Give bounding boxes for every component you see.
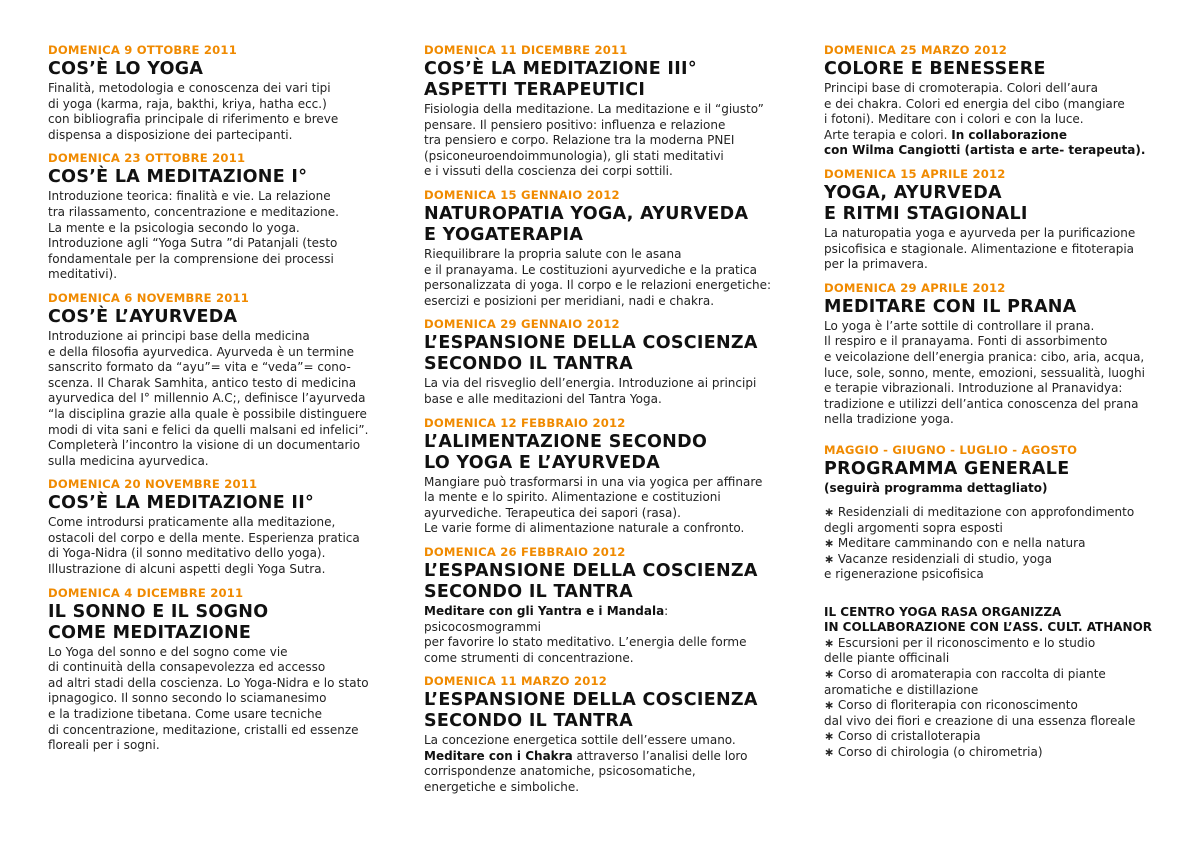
event-date: DOMENICA 4 DICEMBRE 2011 bbox=[48, 585, 244, 600]
list-item bbox=[824, 636, 1164, 667]
event-date: DOMENICA 26 FEBBRAIO 2012 bbox=[424, 544, 626, 559]
collaboration-section bbox=[824, 605, 1164, 761]
list-item-text: Corso di aromaterapia con raccolta di piante aromatiche e distillazione bbox=[824, 667, 1106, 697]
collaboration-bullet-list bbox=[824, 636, 1164, 761]
event-date: DOMENICA 12 FEBBRAIO 2012 bbox=[424, 415, 626, 430]
event-body-text: Principi base di cromoterapia. Colori dell’aura e dei chakra. Colori ed energia del cibo (mangiare i fotoni). Meditare con i colori e con la luce. Arte terapia e colori. bbox=[824, 81, 1125, 142]
event-6-novembre bbox=[48, 292, 400, 469]
event-title: YOGA, AYURVEDA E RITMI STAGIONALI bbox=[824, 182, 1028, 224]
event-date: DOMENICA 11 MARZO 2012 bbox=[424, 674, 608, 689]
event-date: DOMENICA 23 OTTOBRE 2011 bbox=[48, 151, 246, 166]
asterisk-icon: ∗ bbox=[824, 551, 835, 566]
asterisk-icon: ∗ bbox=[824, 667, 835, 682]
event-title: NATUROPATIA YOGA, AYURVEDA E YOGATERAPIA bbox=[424, 203, 749, 245]
event-title: L’ESPANSIONE DELLA COSCIENZA SECONDO IL TANTRA bbox=[424, 690, 758, 732]
event-description: Introduzione teorica: finalità e vie. La relazione tra rilassamento, concentrazione e meditazione. La mente e la psicologia secondo lo yoga. Introduzione agli “Yoga Sutra ”di Patanjali (testo fondamentale per la comprensione dei processi meditativi). bbox=[48, 189, 339, 282]
list-item bbox=[824, 729, 1164, 745]
asterisk-icon: ∗ bbox=[824, 698, 835, 713]
event-description bbox=[424, 733, 784, 795]
event-9-ottobre bbox=[48, 44, 400, 143]
column-3 bbox=[824, 44, 1164, 761]
list-item-text: Corso di cristalloterapia bbox=[837, 729, 981, 744]
event-12-febbraio bbox=[424, 417, 784, 537]
event-date: DOMENICA 6 NOVEMBRE 2011 bbox=[48, 290, 250, 305]
event-description bbox=[824, 81, 1164, 159]
event-description: Lo yoga è l’arte sottile di controllare il prana. Il respiro e il pranayama. Fonti di assorbimento e veicolazione dell’energia pranica: cibo, aria, acqua, luce, sole, sonno, mente, emozioni, sessualità, luoghi e terapie vibrazionali. Introduzione al Pranavidya: tradizione e utilizzi dell’antica conoscenza del prana nella tradizione yoga. bbox=[824, 318, 1145, 427]
event-description: Riequilibrare la propria salute con le asana e il pranayama. Le costituzioni ayurvediche e la pratica personalizzata di yoga. Il corpo e le relazioni energetiche: esercizi e posizioni per meridiani, nadi e chakra. bbox=[424, 246, 772, 308]
event-date: DOMENICA 15 GENNAIO 2012 bbox=[424, 187, 620, 202]
list-item bbox=[824, 667, 1164, 698]
event-15-aprile bbox=[824, 168, 1164, 273]
list-item-text: Corso di chirologia (o chirometria) bbox=[837, 745, 1043, 760]
event-title: COS’È LO YOGA bbox=[48, 59, 204, 79]
event-title: L’ESPANSIONE DELLA COSCIENZA SECONDO IL TANTRA bbox=[424, 560, 758, 602]
list-item bbox=[824, 552, 1164, 583]
event-description: Lo Yoga del sonno e del sogno come vie di continuità della consapevolezza ed accesso ad altri stadi della coscienza. Lo Yoga-Nidra e lo stato ipnagogico. Il sonno secondo lo sciamanesimo e la tradizione tibetana. Come usare tecniche di concentrazione, meditazione, cristalli ed essenze floreali per i sogni. bbox=[48, 644, 369, 753]
event-23-ottobre bbox=[48, 152, 400, 283]
summer-bullet-list bbox=[824, 505, 1164, 583]
event-date: DOMENICA 20 NOVEMBRE 2011 bbox=[48, 477, 258, 492]
summer-months: MAGGIO - GIUGNO - LUGLIO - AGOSTO bbox=[824, 442, 1078, 457]
event-title: L’ALIMENTAZIONE SECONDO LO YOGA E L’AYURVEDA bbox=[424, 431, 708, 473]
asterisk-icon: ∗ bbox=[824, 504, 835, 519]
event-description: La naturopatia yoga e ayurveda per la purificazione psicofisica e stagionale. Alimentazione e fitoterapia per la primavera. bbox=[824, 225, 1136, 272]
event-title: COS’È LA MEDITAZIONE II° bbox=[48, 493, 315, 514]
asterisk-icon: ∗ bbox=[824, 635, 835, 650]
event-description: Mangiare può trasformarsi in una via yogica per affinare la mente e lo spirito. Alimentazione e costituzioni ayurvediche. Terapeutica dei sapori (rasa). Le varie forme di alimentazione naturale a confronto. bbox=[424, 474, 763, 536]
asterisk-icon: ∗ bbox=[824, 745, 835, 760]
event-body-text: : psicocosmogrammi per favorire lo stato meditativo. L’energia delle forme come strumenti di concentrazione. bbox=[424, 603, 747, 665]
event-title: COLORE E BENESSERE bbox=[824, 59, 1046, 79]
event-description: Come introdursi praticamente alla meditazione, ostacoli del corpo e della mente. Esperienza pratica di Yoga-Nidra (il sonno meditativo dello yoga). Illustrazione di alcuni aspetti degli Yoga Sutra. bbox=[48, 515, 360, 577]
event-description: Introduzione ai principi base della medicina e della filosofia ayurvedica. Ayurveda è un termine sanscrito formato da “ayu”= vita e “veda”= cono- scenza. Il Charak Samhita, antico testo di medicina ayurvedica del I° millennio A.C;, definisce l’ayurveda “la disciplina grazie alla quale è possibile distinguere modi di vita sani e felici da quelli malsani ed infelici”. Completerà l’incontro la visione di un documentario sulla medicina ayurvedica. bbox=[48, 328, 369, 468]
list-item-text: Residenziali di meditazione con approfondimento degli argomenti sopra esposti bbox=[824, 504, 1135, 535]
list-item bbox=[824, 536, 1164, 552]
event-date: DOMENICA 25 MARZO 2012 bbox=[824, 43, 1008, 57]
list-item bbox=[824, 745, 1164, 761]
event-pre-text: La concezione energetica sottile dell’essere umano. bbox=[424, 733, 736, 748]
event-title: COS’È LA MEDITAZIONE I° bbox=[48, 167, 308, 188]
list-item-text: Meditare camminando con e nella natura bbox=[837, 536, 1086, 551]
collaboration-heading: IL CENTRO YOGA RASA ORGANIZZA IN COLLABORAZIONE CON L’ASS. CULT. ATHANOR bbox=[824, 604, 1153, 634]
event-title: COS’È LA MEDITAZIONE III° ASPETTI TERAPEUTICI bbox=[424, 59, 697, 100]
event-title: L’ESPANSIONE DELLA COSCIENZA SECONDO IL TANTRA bbox=[424, 333, 758, 375]
list-item-text: Corso di floriterapia con riconoscimento dal vivo dei fiori e creazione di una essenza floreale bbox=[824, 698, 1136, 728]
event-collab-text: In collaborazione con Wilma Cangiotti (artista e arte- terapeuta). bbox=[824, 127, 1146, 158]
event-15-gennaio bbox=[424, 189, 784, 309]
column-2 bbox=[424, 44, 784, 805]
event-title: MEDITARE CON IL PRANA bbox=[824, 296, 1077, 317]
event-29-gennaio bbox=[424, 318, 784, 407]
event-29-aprile bbox=[824, 282, 1164, 428]
event-date: DOMENICA 11 DICEMBRE 2011 bbox=[424, 43, 628, 57]
event-description: Fisiologia della meditazione. La meditazione e il “giusto” pensare. Il pensiero positivo: influenza e relazione tra pensiero e corpo. Relazione tra la moderna PNEI (psiconeuroendoimmunologia), gli stati meditativi e i vissuti della coscienza dei corpi sottili. bbox=[424, 102, 764, 179]
asterisk-icon: ∗ bbox=[824, 536, 835, 551]
event-date: DOMENICA 9 OTTOBRE 2011 bbox=[48, 43, 237, 57]
event-description: Finalità, metodologia e conoscenza dei vari tipi di yoga (karma, raja, bakthi, kriya, hatha ecc.) con bibliografia principale di riferimento e breve dispensa a disposizione dei partecipanti. bbox=[48, 81, 339, 142]
event-lead-text: Meditare con gli Yantra e i Mandala bbox=[424, 603, 665, 618]
event-11-dicembre bbox=[424, 44, 784, 180]
list-item-text: Vacanze residenziali di studio, yoga e rigenerazione psicofisica bbox=[824, 551, 1052, 582]
event-description bbox=[424, 604, 784, 666]
summer-title: PROGRAMMA GENERALE bbox=[824, 458, 1070, 479]
event-date: DOMENICA 29 GENNAIO 2012 bbox=[424, 317, 620, 332]
event-title: COS’È L’AYURVEDA bbox=[48, 306, 238, 327]
column-1 bbox=[48, 44, 400, 763]
event-11-marzo bbox=[424, 675, 784, 795]
event-date: DOMENICA 15 APRILE 2012 bbox=[824, 166, 1006, 181]
event-description: La via del risveglio dell’energia. Introduzione ai principi base e alle meditazioni del Tantra Yoga. bbox=[424, 376, 757, 406]
summer-note: (seguirà programma dettagliato) bbox=[824, 480, 1048, 495]
event-25-marzo bbox=[824, 44, 1164, 159]
event-26-febbraio bbox=[424, 546, 784, 666]
event-date: DOMENICA 29 APRILE 2012 bbox=[824, 280, 1006, 295]
event-4-dicembre bbox=[48, 587, 400, 754]
event-20-novembre bbox=[48, 478, 400, 577]
list-item bbox=[824, 505, 1164, 536]
summer-program bbox=[824, 444, 1164, 583]
list-item-text: Escursioni per il riconoscimento e lo studio delle piante officinali bbox=[824, 635, 1096, 666]
event-title: IL SONNO E IL SOGNO COME MEDITAZIONE bbox=[48, 601, 269, 643]
event-lead-text: Meditare con i Chakra bbox=[424, 748, 573, 763]
asterisk-icon: ∗ bbox=[824, 729, 835, 744]
event-body-text: attraverso l’analisi delle loro corrispondenze anatomiche, psicosomatiche, energetiche e simboliche. bbox=[424, 748, 748, 795]
list-item bbox=[824, 698, 1164, 729]
